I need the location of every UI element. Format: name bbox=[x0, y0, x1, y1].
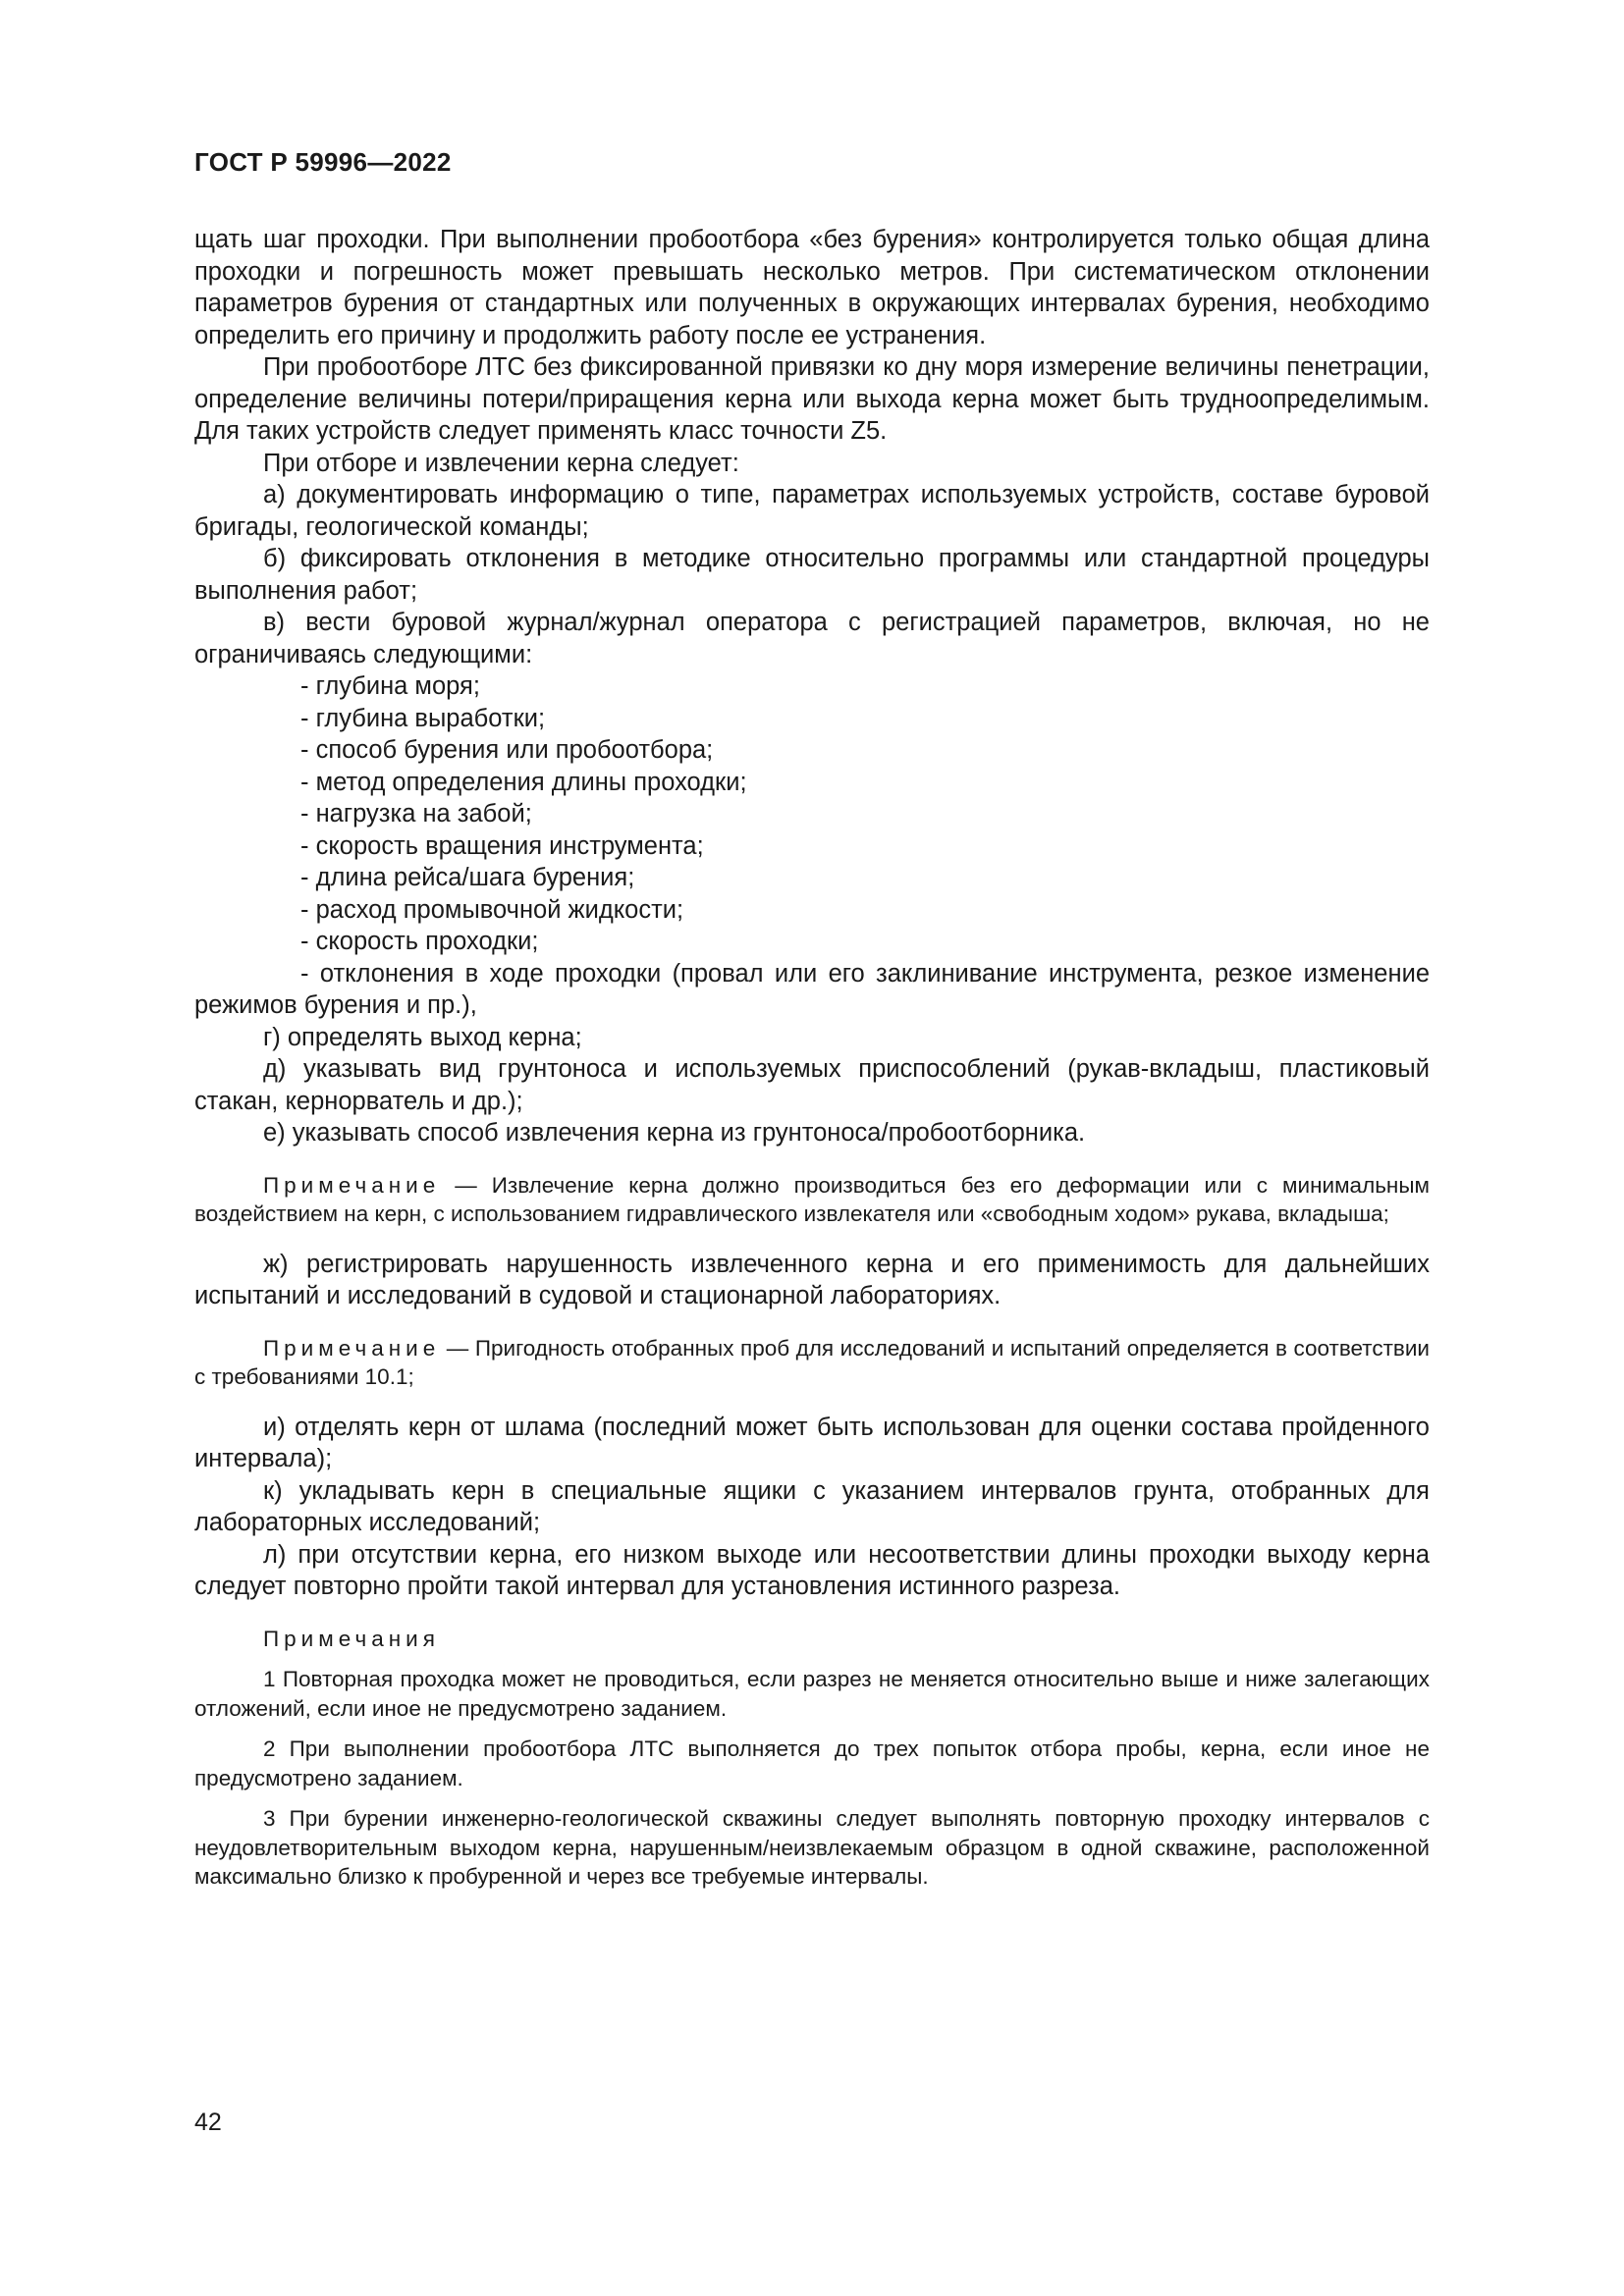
note-item-1: 1 Повторная проходка может не проводиться, если разрез не меняется относительно выше и ниже залегающих отложений, если иное не предусмотрено заданием. bbox=[194, 1667, 1430, 1721]
list-item-d: д) указывать вид грунтоноса и используемых приспособлений (рукав-вкладыш, пластиковый стакан, кернорватель и др.); bbox=[194, 1055, 1430, 1115]
dash-item: - метод определения длины проходки; bbox=[300, 768, 747, 796]
list-item-k: к) укладывать керн в специальные ящики с указанием интервалов грунта, отобранных для лабораторных исследований; bbox=[194, 1476, 1430, 1536]
dash-item: - глубина моря; bbox=[300, 672, 480, 700]
list-item-v: в) вести буровой журнал/журнал оператора с регистрацией параметров, включая, но не ограничиваясь следующими: bbox=[194, 609, 1430, 668]
page-content bbox=[194, 224, 1430, 1892]
document-header: ГОСТ Р 59996—2022 bbox=[194, 147, 452, 177]
note-label: Примечание bbox=[263, 1335, 441, 1361]
dash-item: - способ бурения или пробоотбора; bbox=[300, 736, 714, 764]
page-number: 42 bbox=[194, 2109, 222, 2136]
list-item-l: л) при отсутствии керна, его низком выходе или несоответствии длины проходки выходу керна следует повторно пройти такой интервал для установления истинного разреза. bbox=[194, 1540, 1430, 1600]
paragraph-continuation: щать шаг проходки. При выполнении пробоотбора «без бурения» контролируется только общая длина проходки и погрешность может превышать несколько метров. При систематическом отклонении параметров бурения от стандартных или полученных в окружающих интервалах бурения, необходимо определить его причину и продолжить работу после ее устранения. bbox=[194, 226, 1430, 349]
dash-item-last: - отклонения в ходе проходки (провал или его заклинивание инструмента, резкое изменение режимов бурения и пр.), bbox=[194, 959, 1430, 1019]
note-2 bbox=[194, 1334, 1430, 1392]
list-item-b: б) фиксировать отклонения в методике относительно программы или стандартной процедуры выполнения работ; bbox=[194, 545, 1430, 605]
dash-item: - скорость проходки; bbox=[300, 928, 539, 955]
list-item-a: а) документировать информацию о типе, параметрах используемых устройств, составе буровой бригады, геологической команды; bbox=[194, 481, 1430, 541]
paragraph-intro-list: При отборе и извлечении керна следует: bbox=[263, 449, 739, 477]
dash-item: - глубина выработки; bbox=[300, 704, 546, 732]
list-item-zh: ж) регистрировать нарушенность извлеченного керна и его применимость для дальнейших испытаний и исследований в судовой и стационарной лабораториях. bbox=[194, 1250, 1430, 1309]
dash-item: - длина рейса/шага бурения; bbox=[300, 864, 635, 891]
paragraph-lts: При пробоотборе ЛТС без фиксированной привязки ко дну моря измерение величины пенетрации, определение величины потери/приращения керна или выхода керна может быть трудноопределимым. Для таких устройств следует применять класс точности Z5. bbox=[194, 353, 1430, 445]
note-item-2: 2 При выполнении пробоотбора ЛТС выполняется до трех попыток отбора пробы, керна, если иное не предусмотрено заданием. bbox=[194, 1736, 1430, 1790]
note-1 bbox=[194, 1171, 1430, 1229]
dash-item: - расход промывочной жидкости; bbox=[300, 895, 684, 924]
dash-item: - нагрузка на забой; bbox=[300, 800, 532, 828]
notes-heading bbox=[194, 1625, 1430, 1654]
list-item-i: и) отделять керн от шлама (последний может быть использован для оценки состава пройденного интервала); bbox=[194, 1413, 1430, 1472]
dash-list bbox=[194, 670, 1430, 1022]
note-text: — Пригодность отобранных проб для исследований и испытаний определяется в соответствии с требованиями 10.1; bbox=[194, 1335, 1430, 1389]
list-item-g: г) определять выход керна; bbox=[263, 1023, 582, 1051]
dash-item: - скорость вращения инструмента; bbox=[300, 831, 704, 860]
list-item-e: е) указывать способ извлечения керна из грунтоноса/пробоотборника. bbox=[263, 1119, 1086, 1147]
note-item-3: 3 При бурении инженерно-геологической скважины следует выполнять повторную проходку интервалов с неудовлетворительным выходом керна, нарушенным/неизвлекаемым образцом в одной скважине, расположенной максимально близко к пробуренной и через все требуемые интервалы. bbox=[194, 1806, 1430, 1889]
note-label: Примечание bbox=[263, 1172, 441, 1198]
note-text: — Извлечение керна должно производиться без его деформации или с минимальным воздействием на керн, с использованием гидравлического извлекателя или «свободным ходом» рукава, вкладыша; bbox=[194, 1172, 1430, 1226]
notes-label: Примечания bbox=[263, 1626, 440, 1651]
